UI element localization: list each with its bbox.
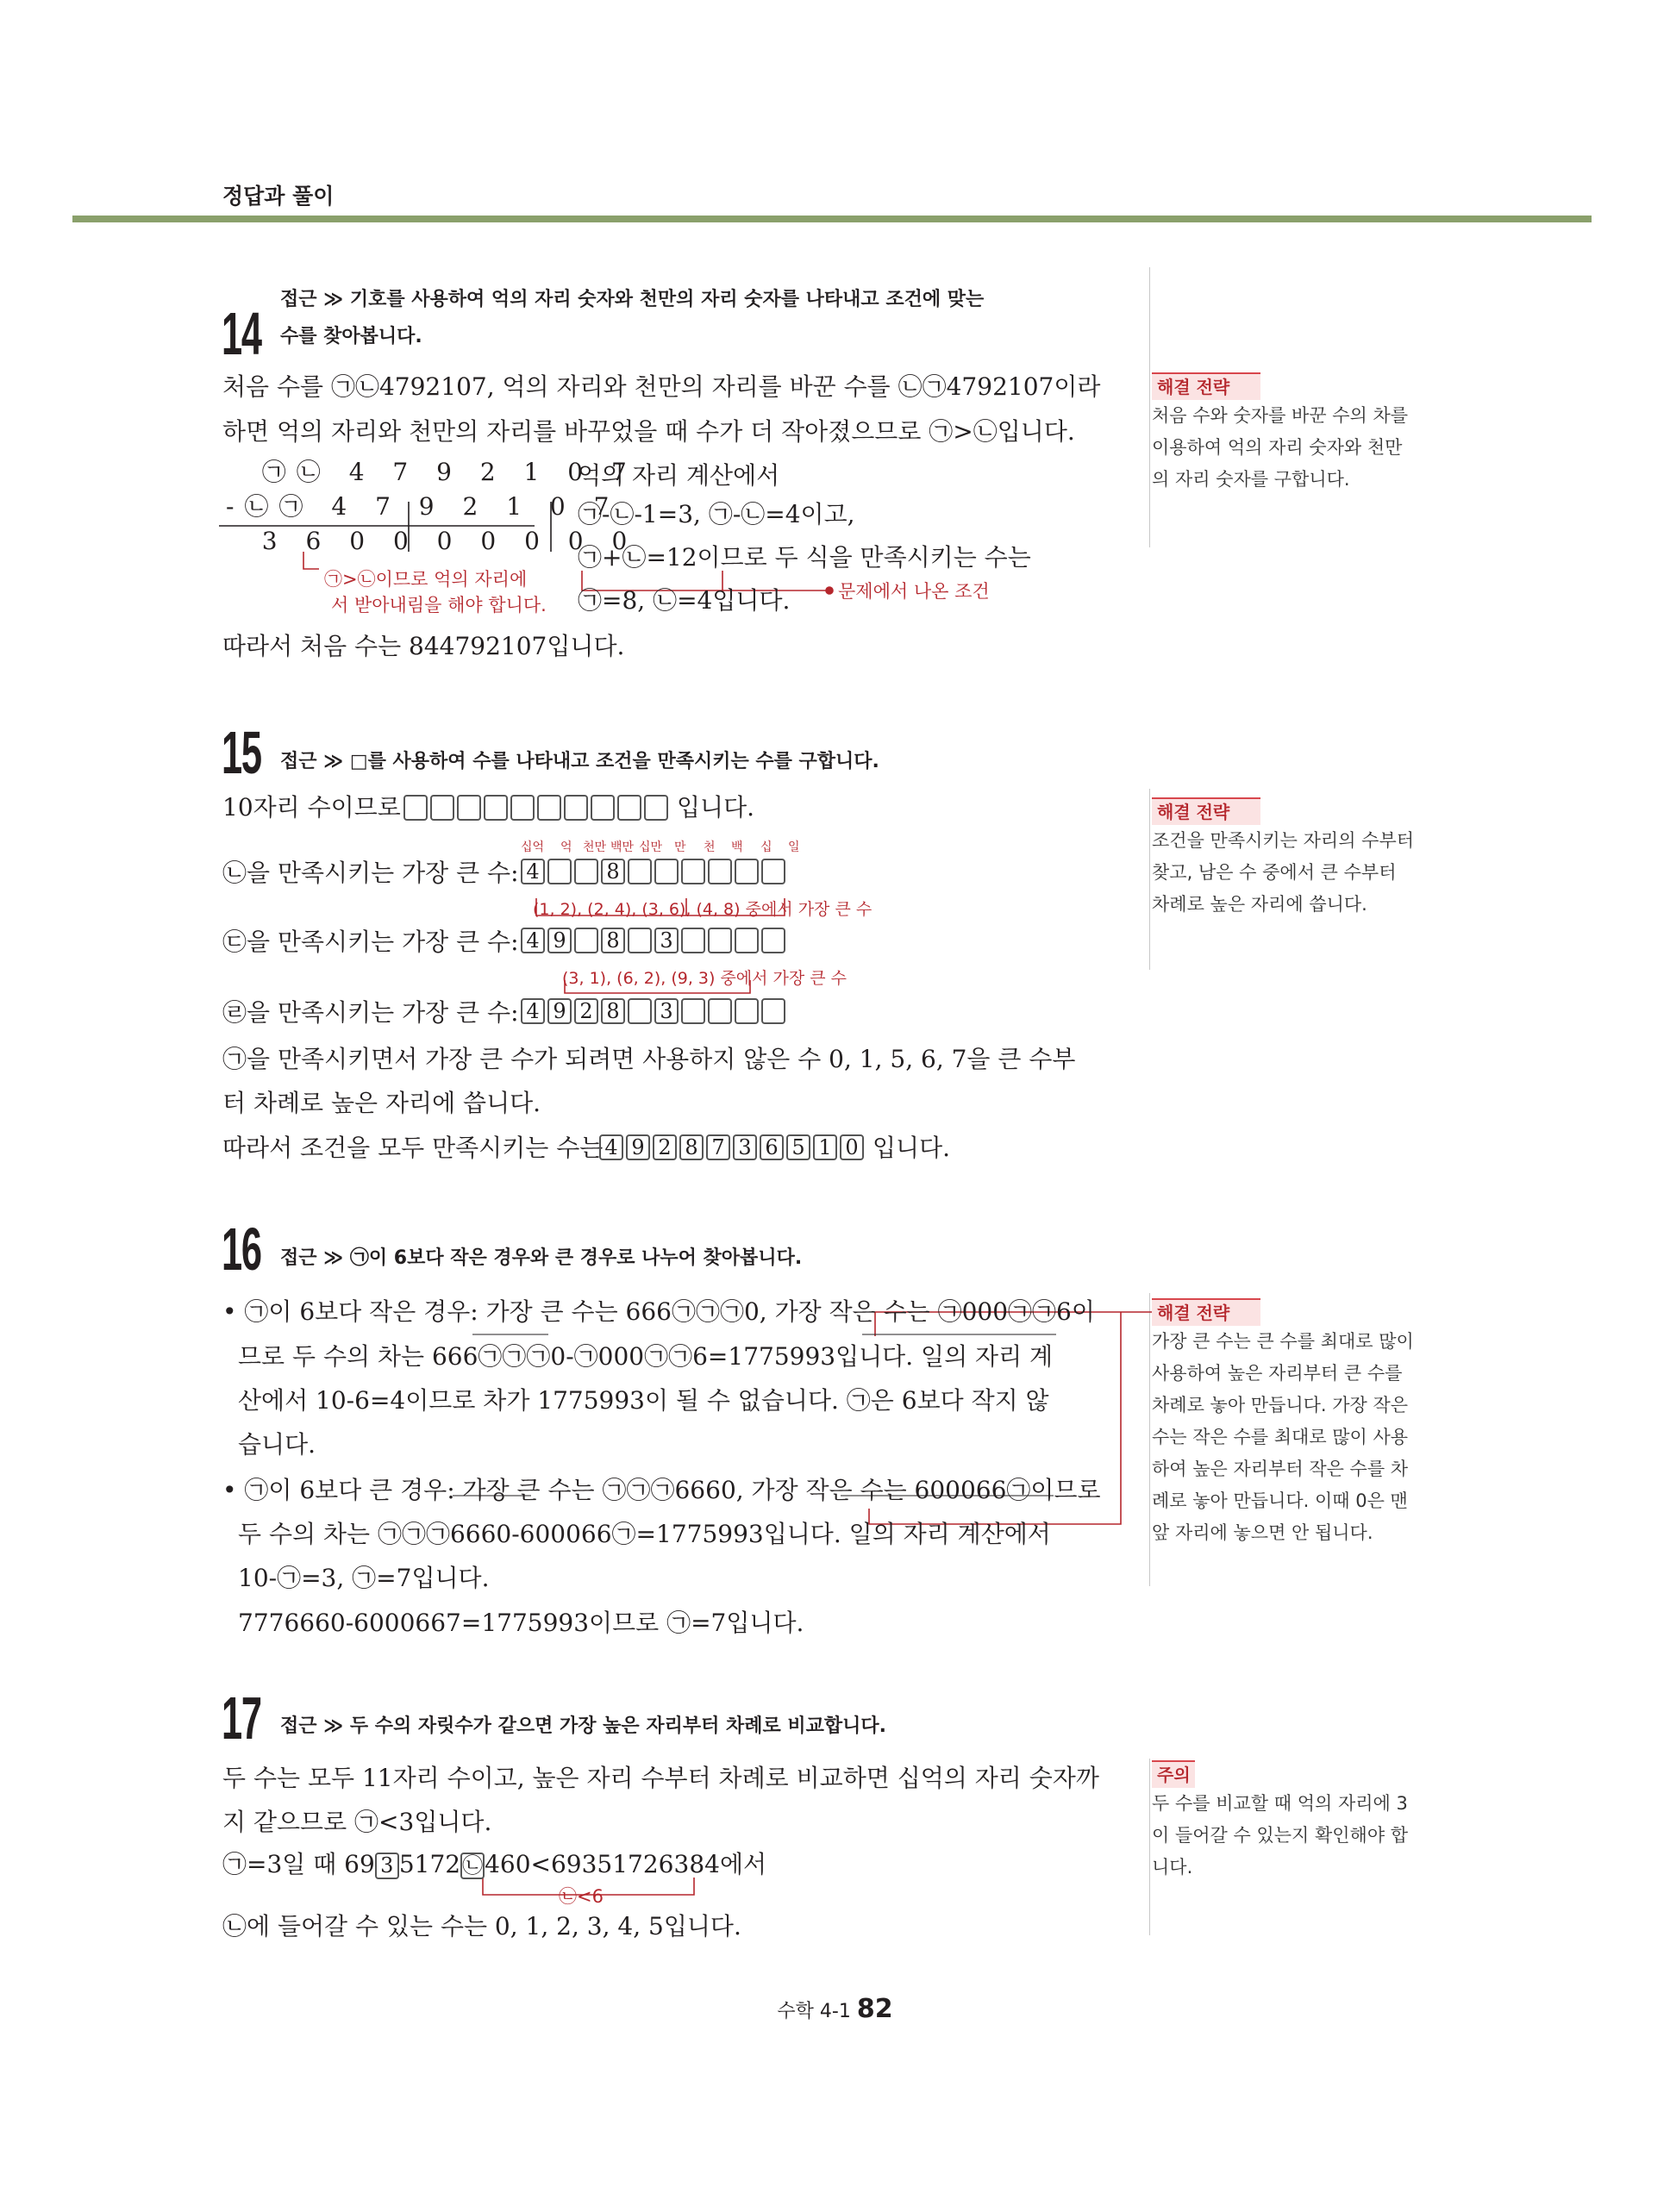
row-label: ㉢을 만족시키는 가장 큰 수:	[222, 928, 519, 956]
strategy-tag: 해결 전략	[1152, 1298, 1260, 1326]
digit-box: 9	[547, 928, 572, 953]
subtraction-row: -㉡㉠ 4 7 9 2 1 0 7	[226, 492, 620, 521]
approach-line: 수를 찾아봅니다.	[280, 326, 422, 347]
conclusion-end: 입니다.	[873, 1134, 951, 1162]
strategy-tag: 해결 전략	[1152, 797, 1260, 825]
text-line: 처음 수를 ㉠㉡4792107, 억의 자리와 천만의 자리를 바꾼 수를 ㉡㉠4792107이라	[222, 372, 1101, 401]
strategy-tag: 해결 전략	[1152, 372, 1260, 400]
digit-box: 3	[654, 928, 679, 953]
digit-box	[644, 795, 668, 821]
digit-box	[628, 859, 652, 884]
digit-box: 4	[521, 928, 545, 953]
digit-box	[735, 859, 759, 884]
digit-box: 2	[574, 998, 598, 1024]
digit-box: 4	[521, 998, 545, 1024]
text-line: 하면 억의 자리와 천만의 자리를 바꾸었을 때 수가 더 작아졌으므로 ㉠>㉡입니다.	[222, 417, 1075, 446]
digit-box	[628, 998, 652, 1024]
digit-box	[735, 928, 759, 953]
digit-box: 2	[653, 1134, 677, 1160]
digit-box	[654, 859, 679, 884]
digit-box	[537, 795, 561, 821]
place-label: 천	[704, 840, 716, 854]
answer-digits	[599, 1134, 866, 1160]
place-label: 천만	[583, 840, 607, 854]
text-line: ㉠을 만족시키면서 가장 큰 수가 되려면 사용하지 않은 수 0, 1, 5, 6, 7을 큰 수부	[222, 1045, 1076, 1073]
digit-row	[521, 998, 788, 1024]
digit-box: 9	[626, 1134, 650, 1160]
boxed-digit: 3	[375, 1853, 399, 1879]
approach-line: 접근 ≫ 기호를 사용하여 억의 자리 숫자와 천만의 자리 숫자를 나타내고 조건에 맞는	[280, 289, 985, 310]
conclusion: 따라서 조건을 모두 만족시키는 수는	[222, 1134, 604, 1162]
approach-line: 접근 ≫ ㉠이 6보다 작은 경우와 큰 경우로 나누어 찾아봅니다.	[280, 1247, 803, 1269]
text-line: • ㉠이 6보다 큰 경우: 가장 큰 수는 ㉠㉠㉠6660, 가장 작은 수는 600066㉠이므로	[222, 1476, 1101, 1504]
digit-box	[681, 928, 705, 953]
problem-number: 15	[222, 719, 261, 786]
digit-box	[617, 795, 641, 821]
calc-line: ㉠+㉡=12이므로 두 식을 만족시키는 수는	[578, 543, 1031, 572]
bracket-note: ㉡<6	[559, 1886, 604, 1907]
text-line: 입니다.	[677, 793, 755, 822]
text-line: 터 차례로 높은 자리에 씁니다.	[222, 1089, 541, 1117]
digit-box: 3	[733, 1134, 757, 1160]
digit-box	[761, 859, 785, 884]
digit-box	[574, 928, 598, 953]
row-label: ㉣을 만족시키는 가장 큰 수:	[222, 998, 519, 1027]
compare-suffix: 460<69351726384에서	[485, 1850, 767, 1878]
strategy-box	[1152, 1298, 1419, 1549]
problem-number: 17	[222, 1684, 261, 1752]
compare-mid: 5172	[398, 1850, 461, 1878]
place-label: 십	[760, 840, 772, 854]
margin-note: 서 받아내림을 해야 합니다.	[331, 595, 547, 615]
caution-text: 두 수를 비교할 때 억의 자리에 3이 들어갈 수 있는지 확인해야 합니다.	[1152, 1793, 1409, 1878]
digit-box: 9	[547, 998, 572, 1024]
conclusion: 따라서 처음 수는 844792107입니다.	[222, 632, 625, 660]
text-line: 산에서 10-6=4이므로 차가 1775993이 될 수 없습니다. ㉠은 6보다 작지 않	[238, 1386, 1049, 1415]
digit-box: 8	[679, 1134, 704, 1160]
digit-box	[564, 795, 588, 821]
digit-box	[574, 859, 598, 884]
digit-box	[735, 998, 759, 1024]
caution-tag: 주의	[1152, 1760, 1195, 1788]
strategy-box	[1152, 372, 1419, 496]
subtraction-result: 3 6 0 0 0 0 0 0 0	[226, 527, 638, 555]
text-line: 지 같으므로 ㉠<3입니다.	[222, 1808, 492, 1836]
digit-box	[510, 795, 535, 821]
digit-box: 8	[601, 998, 625, 1024]
place-label: 백만	[610, 840, 635, 854]
place-label: 일	[788, 840, 800, 854]
digit-box	[430, 795, 454, 821]
text-line: 두 수의 차는 ㉠㉠㉠6660-600066㉠=1775993입니다. 일의 자리 계산에서	[238, 1520, 1051, 1548]
strategy-text: 조건을 만족시키는 자리의 수부터 찾고, 남은 수 중에서 큰 수부터 차례로 높은 자리에 씁니다.	[1152, 830, 1415, 915]
digit-box: 7	[706, 1134, 730, 1160]
conclusion: ㉡에 들어갈 수 있는 수는 0, 1, 2, 3, 4, 5입니다.	[222, 1912, 741, 1940]
digit-box	[484, 795, 508, 821]
digit-box	[681, 998, 705, 1024]
strategy-text: 처음 수와 숫자를 바꾼 수의 차를 이용하여 억의 자리 숫자와 천만의 자리 숫자를 구합니다.	[1152, 405, 1409, 490]
text-line: • ㉠이 6보다 작은 경우: 가장 큰 수는 666㉠㉠㉠0, 가장 작은 수는 ㉠000㉠㉠6이	[222, 1297, 1095, 1326]
header-title: 정답과 풀이	[222, 184, 335, 209]
pair-note: (1, 2), (2, 4), (3, 6), (4, 8) 중에서 가장 큰 수	[533, 900, 873, 919]
strategy-box	[1152, 797, 1419, 921]
digit-box	[708, 859, 732, 884]
digit-box: 1	[813, 1134, 837, 1160]
margin-note: ㉠>㉡이므로 억의 자리에	[324, 569, 528, 590]
pair-note: (3, 1), (6, 2), (9, 3) 중에서 가장 큰 수	[562, 969, 848, 988]
digit-box	[591, 795, 615, 821]
digit-box: 8	[601, 928, 625, 953]
strategy-text: 가장 큰 수는 큰 수를 최대로 많이 사용하여 높은 자리부터 큰 수를 차례로 놓아 만듭니다. 가장 작은 수는 작은 수를 최대로 많이 사용하여 높은 자리부터 작은 수를 차례로 놓아 만듭니다. 이때 0은 맨 앞 자리에 놓으면 안 됩니다.	[1152, 1331, 1414, 1543]
digit-box: 6	[760, 1134, 784, 1160]
digit-box: 4	[599, 1134, 623, 1160]
digit-box: 3	[654, 998, 679, 1024]
digit-box	[681, 859, 705, 884]
place-label: 백	[731, 840, 743, 854]
digit-box: 8	[601, 859, 625, 884]
text-line: 10자리 수이므로	[222, 793, 401, 822]
book-title: 수학 4-1	[777, 2001, 851, 2022]
digit-row	[521, 928, 788, 953]
page-footer	[0, 1994, 1670, 2024]
calc-line: ㉠=8, ㉡=4입니다.	[578, 586, 791, 615]
digit-box: 0	[840, 1134, 864, 1160]
digit-box	[457, 795, 481, 821]
digit-box: 4	[521, 859, 545, 884]
text-line: 습니다.	[238, 1430, 316, 1459]
text-line: 두 수는 모두 11자리 수이고, 높은 자리 수부터 차례로 비교하면 십억의 자리 숫자까	[222, 1764, 1099, 1792]
calc-line: ㉠-㉡-1=3, ㉠-㉡=4이고,	[578, 500, 855, 528]
subtraction-row: ㉠㉡ 4 7 9 2 1 0 7	[226, 458, 637, 486]
digit-box	[547, 859, 572, 884]
place-label: 십만	[639, 840, 663, 854]
digit-box	[761, 998, 785, 1024]
margin-note: 문제에서 나온 조건	[838, 581, 990, 602]
place-label: 억	[560, 840, 572, 854]
approach-line: 접근 ≫ 두 수의 자릿수가 같으면 가장 높은 자리부터 차례로 비교합니다.	[280, 1715, 887, 1737]
row-label: ㉡을 만족시키는 가장 큰 수:	[222, 859, 519, 887]
digit-box: 5	[786, 1134, 810, 1160]
text-line: 7776660-6000667=1775993이므로 ㉠=7입니다.	[238, 1609, 804, 1637]
empty-digit-boxes	[403, 795, 671, 821]
boxed-symbol: ㉡	[462, 1853, 484, 1878]
calc-line: 억의 자리 계산에서	[578, 461, 780, 490]
page-number: 82	[856, 1994, 893, 2024]
text-line: 므로 두 수의 차는 666㉠㉠㉠0-㉠000㉠㉠6=1775993입니다. 일의 자리 계	[238, 1342, 1054, 1371]
digit-box	[708, 998, 732, 1024]
problem-number: 14	[222, 300, 261, 367]
comparison-line	[222, 1850, 766, 1879]
compare-prefix: ㉠=3일 때 69	[222, 1850, 375, 1878]
approach-line: 접근 ≫ □를 사용하여 수를 나타내고 조건을 만족시키는 수를 구합니다.	[280, 751, 879, 772]
problem-number: 16	[222, 1215, 261, 1283]
digit-box	[628, 928, 652, 953]
digit-box	[403, 795, 428, 821]
digit-box	[761, 928, 785, 953]
caution-box	[1152, 1760, 1419, 1884]
digit-row	[521, 859, 788, 884]
text-line: 10-㉠=3, ㉠=7입니다.	[238, 1564, 490, 1592]
digit-box	[708, 928, 732, 953]
place-label: 만	[674, 840, 686, 854]
place-label: 십억	[521, 840, 545, 854]
